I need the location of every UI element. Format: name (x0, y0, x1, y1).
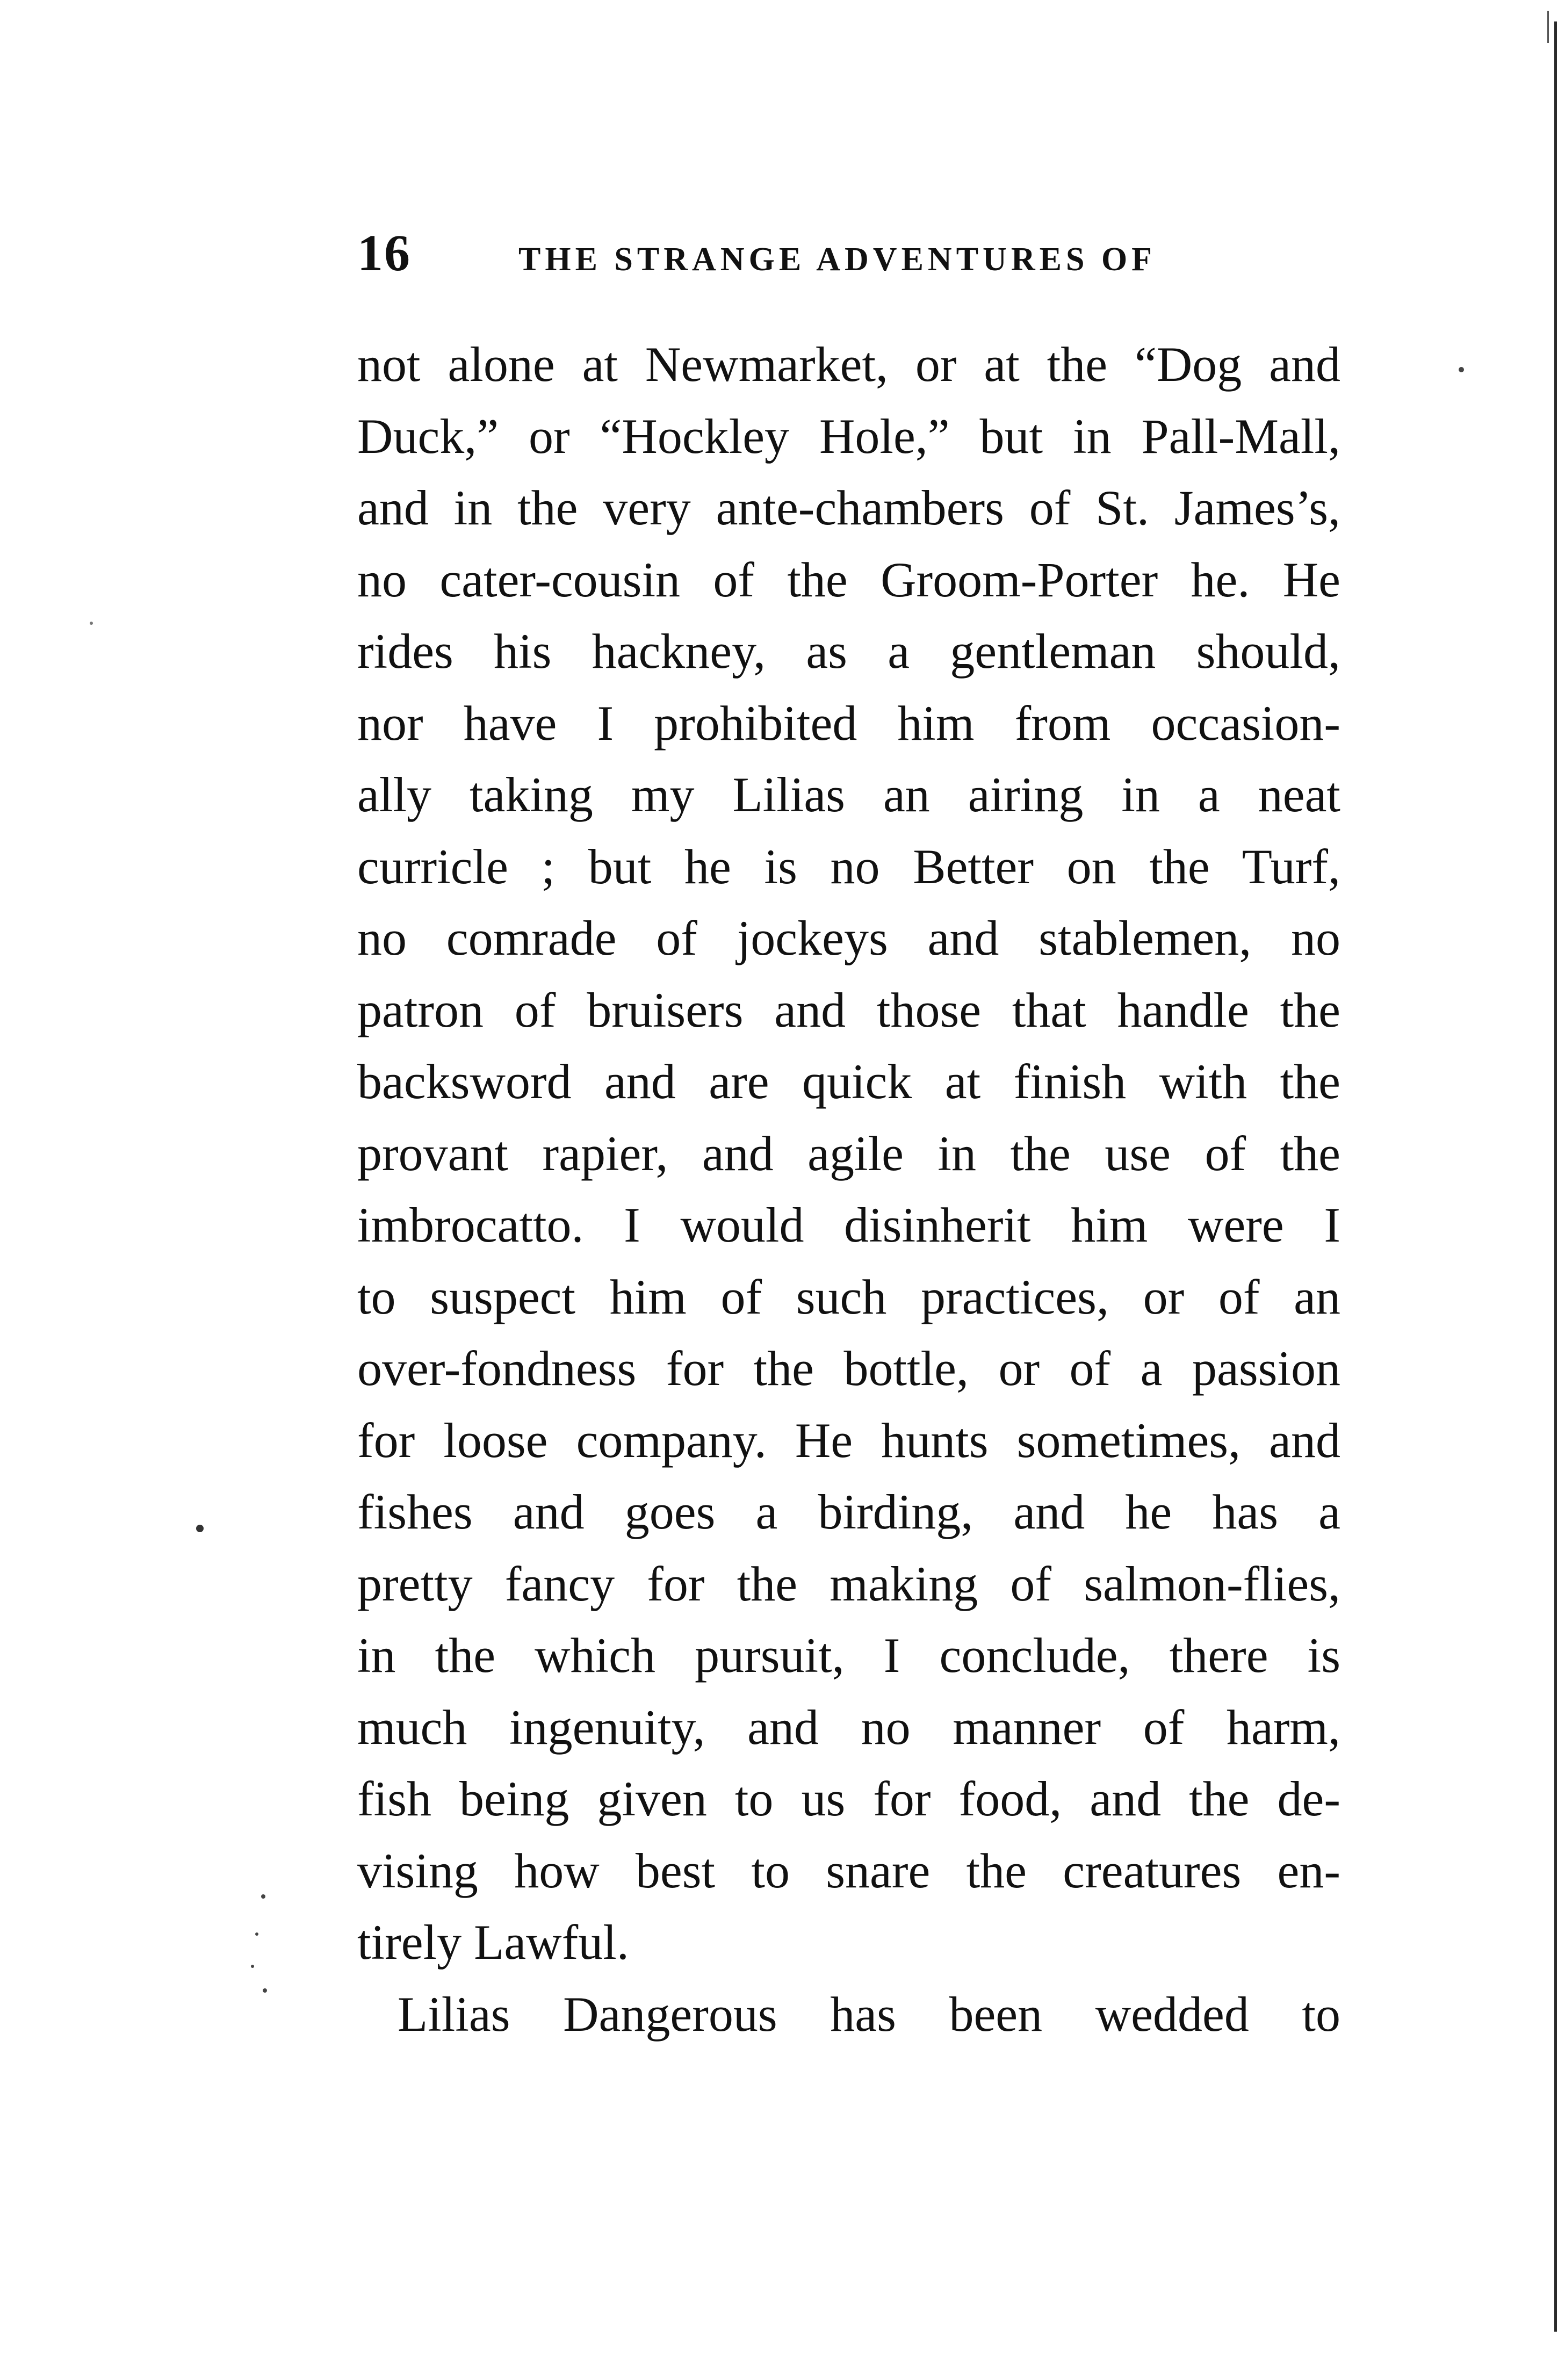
text-line: over-fondness for the bottle, or of a passion (357, 1341, 1340, 1396)
text-line: fishes and goes a birding, and he has a (357, 1484, 1340, 1539)
paragraph-start-line: Lilias Dangerous has been wedded to (398, 1986, 1340, 2042)
text-line: not alone at Newmarket, or at the “Dog and (357, 337, 1340, 392)
text-line: no comrade of jockeys and stablemen, no (357, 911, 1340, 965)
text-line: vising how best to snare the creatures en- (357, 1843, 1340, 1898)
text-line: in the which pursuit, I conclude, there is (357, 1628, 1340, 1683)
running-title: THE STRANGE ADVENTURES OF (518, 241, 1157, 278)
speck (255, 1932, 258, 1936)
text-line: fish being given to us for food, and the de- (357, 1771, 1340, 1826)
body-text (357, 329, 1340, 2075)
text-line: for loose company. He hunts sometimes, and (357, 1412, 1340, 1468)
text-line: backsword and are quick at finish with the (357, 1054, 1340, 1109)
page-edge-border (1554, 21, 1557, 2332)
text-line: no cater-cousin of the Groom-Porter he. He (357, 552, 1340, 607)
text-line: and in the very ante-chambers of St. James’s, (357, 480, 1340, 535)
speck (251, 1965, 254, 1968)
speck (196, 1525, 204, 1532)
text-line: patron of bruisers and those that handle the (357, 982, 1340, 1037)
text-line: pretty fancy for the making of salmon-flies, (357, 1556, 1340, 1611)
paragraph-end-line: tirely Lawful. (357, 1915, 629, 1970)
speck (263, 1988, 267, 1993)
running-header (357, 223, 1340, 287)
speck (261, 1894, 265, 1899)
text-line: nor have I prohibited him from occasion- (357, 695, 1340, 751)
page-number: 16 (357, 224, 411, 282)
speck (1459, 367, 1464, 372)
speck (90, 622, 93, 625)
text-line: to suspect him of such practices, or of an (357, 1269, 1340, 1324)
text-line: much ingenuity, and no manner of harm, (357, 1699, 1340, 1755)
text-line: curricle ; but he is no Better on the Turf, (357, 839, 1340, 894)
text-line: Duck,” or “Hockley Hole,” but in Pall-Mall, (357, 408, 1340, 464)
text-line: ally taking my Lilias an airing in a neat (357, 767, 1340, 822)
text-line: rides his hackney, as a gentleman should, (357, 624, 1340, 679)
text-line: imbrocatto. I would disinherit him were I (357, 1198, 1340, 1252)
page-edge-mark (1547, 11, 1549, 43)
text-line: provant rapier, and agile in the use of the (357, 1126, 1340, 1181)
